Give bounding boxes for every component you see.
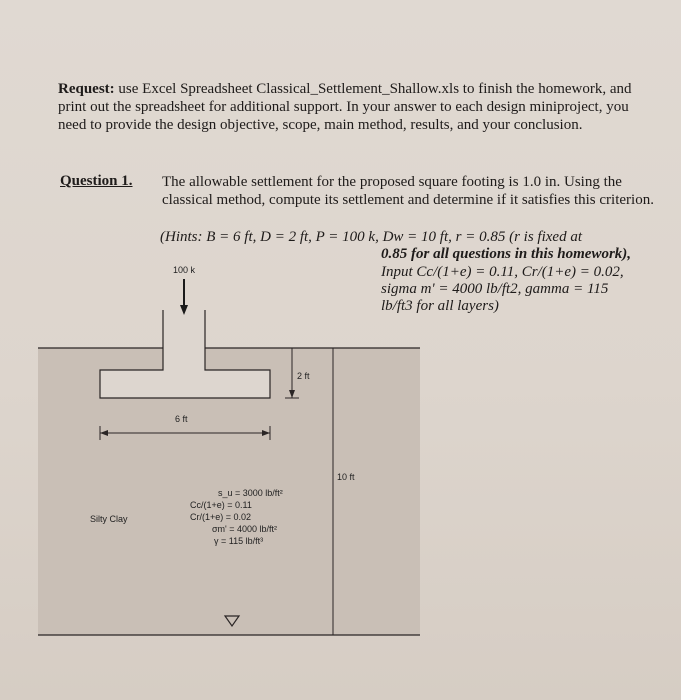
- hint-line-4: sigma m' = 4000 lb/ft2, gamma = 115: [381, 281, 609, 297]
- question-label: Question 1.: [60, 173, 133, 189]
- hint-line-2: 0.85 for all questions in this homework),: [381, 246, 632, 262]
- question-text: The allowable settlement for the proposed square footing is 1.0 in. Using the classical method, compute its settlement and determine if it satisfies this criterion.: [162, 174, 654, 208]
- hint-line-3: Input Cc/(1+e) = 0.11, Cr/(1+e) = 0.02,: [381, 264, 624, 280]
- load-label: 100 k: [173, 265, 196, 275]
- prop-gamma: γ = 115 lb/ft³: [214, 536, 264, 546]
- request-paragraph: [58, 80, 658, 134]
- prop-su: s_u = 3000 lb/ft²: [218, 488, 283, 498]
- footing-diagram: [0, 255, 681, 700]
- request-label: Request:: [58, 81, 115, 97]
- water-depth-label: 10 ft: [337, 472, 355, 482]
- prop-cc: Cc/(1+e) = 0.11: [190, 500, 252, 510]
- width-label: 6 ft: [175, 414, 188, 424]
- hint-line-5: lb/ft3 for all layers): [381, 298, 499, 314]
- soil-label: Silty Clay: [90, 514, 128, 524]
- hint-line-1: (Hints: B = 6 ft, D = 2 ft, P = 100 k, Dw = 10 ft, r = 0.85 (r is fixed at: [160, 229, 582, 245]
- depth-label: 2 ft: [297, 371, 310, 381]
- prop-cr: Cr/(1+e) = 0.02: [190, 512, 252, 522]
- request-text: use Excel Spreadsheet Classical_Settlement_Shallow.xls to finish the homework, and print out the spreadsheet for additional support. In your answer to each design miniproject, you need to provide the design objective, scope, main method, results, and your conclusion.: [58, 81, 632, 133]
- prop-sigma: σm' = 4000 lb/ft²: [212, 524, 278, 534]
